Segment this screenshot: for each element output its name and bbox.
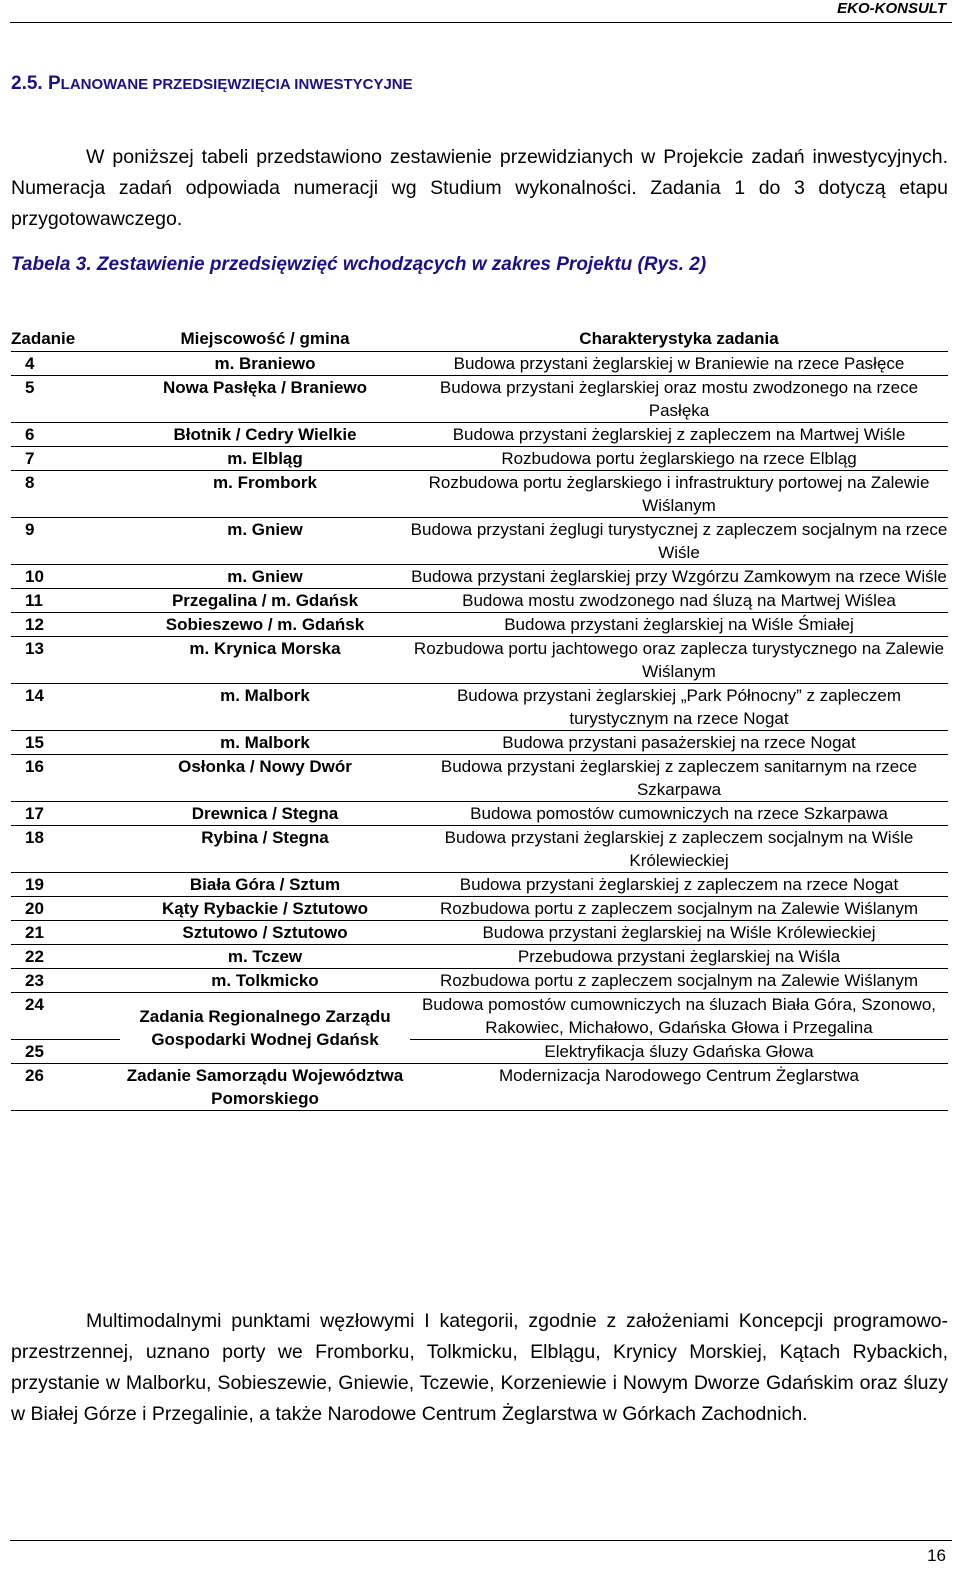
- table-row: [11, 565, 948, 589]
- table-row: [11, 993, 948, 1040]
- task-place: m. Braniewo: [214, 354, 316, 373]
- task-description: Budowa przystani żeglugi turystycznej z zapleczem socjalnym na rzece Wiśle: [410, 518, 948, 565]
- tasks-table: [11, 327, 948, 1111]
- table-row: [11, 802, 948, 826]
- task-number: 14: [11, 684, 120, 731]
- task-description: Rozbudowa portu żeglarskiego i infrastruktury portowej na Zalewie Wiślanym: [410, 471, 948, 518]
- task-place: m. Frombork: [120, 471, 410, 518]
- task-place: m. Malbork: [120, 731, 410, 755]
- section-title-first: P: [47, 73, 61, 94]
- task-description: Rozbudowa portu jachtowego oraz zaplecza turystycznego na Zalewie Wiślanym: [410, 637, 948, 684]
- table-row: [11, 684, 948, 731]
- task-description: Przebudowa przystani żeglarskiej na Wiśla: [410, 945, 948, 969]
- task-number: 25: [11, 1040, 120, 1064]
- task-description: Rozbudowa portu z zapleczem socjalnym na Zalewie Wiślanym: [410, 969, 948, 993]
- task-place: Kąty Rybackie / Sztutowo: [120, 897, 410, 921]
- table-header-row: [11, 327, 948, 352]
- task-number: 22: [11, 945, 120, 969]
- task-description: Budowa przystani żeglarskiej przy Wzgórzu Zamkowym na rzece Wiśle: [410, 565, 948, 589]
- task-description: Budowa przystani żeglarskiej w Braniewie na rzece Pasłęce: [453, 354, 905, 373]
- task-description: Budowa przystani żeglarskiej z zapleczem na Martwej Wiśle: [410, 423, 948, 447]
- task-description: Budowa przystani żeglarskiej z zapleczem na rzece Nogat: [410, 873, 948, 897]
- table-row: [11, 945, 948, 969]
- task-number: 9: [11, 518, 120, 565]
- task-description: Elektryfikacja śluzy Gdańska Głowa: [410, 1040, 948, 1064]
- table-row: [11, 897, 948, 921]
- table-row: [11, 731, 948, 755]
- task-number: 26: [11, 1064, 120, 1111]
- table-row: [11, 637, 948, 684]
- task-description: Budowa przystani żeglarskiej oraz mostu zwodzonego na rzece Pasłęka: [410, 376, 948, 423]
- task-number: 16: [11, 755, 120, 802]
- task-place: m. Malbork: [120, 684, 410, 731]
- section-title-rest: LANOWANE PRZEDSIĘWZIĘCIA INWESTYCYJNE: [60, 76, 413, 93]
- task-place: m. Gniew: [120, 565, 410, 589]
- task-description: Modernizacja Narodowego Centrum Żeglarstwa: [410, 1064, 948, 1111]
- table-row: [11, 826, 948, 873]
- header-task: Zadanie: [11, 327, 120, 352]
- page-number: 16: [927, 1546, 946, 1565]
- task-place: Nowa Pasłęka / Braniewo: [120, 376, 410, 423]
- task-place: Osłonka / Nowy Dwór: [120, 755, 410, 802]
- task-number: 17: [11, 802, 120, 826]
- task-number: 24: [11, 993, 120, 1040]
- task-description: Budowa przystani żeglarskiej na Wiśle Królewieckiej: [410, 921, 948, 945]
- table-row: [11, 352, 948, 376]
- task-description: Budowa mostu zwodzonego nad śluzą na Martwej Wiślea: [410, 589, 948, 613]
- table-row: [11, 589, 948, 613]
- task-number: 15: [11, 731, 120, 755]
- table-row: [11, 471, 948, 518]
- task-description: Budowa przystani żeglarskiej z zapleczem sanitarnym na rzece Szkarpawa: [410, 755, 948, 802]
- task-description: Budowa przystani żeglarskiej „Park Północny” z zapleczem turystycznym na rzece Nogat: [410, 684, 948, 731]
- task-description: Rozbudowa portu z zapleczem socjalnym na Zalewie Wiślanym: [410, 897, 948, 921]
- task-number: 12: [11, 613, 120, 637]
- table-row: [11, 969, 948, 993]
- task-number: 7: [11, 447, 120, 471]
- task-description: Budowa pomostów cumowniczych na śluzach Biała Góra, Szonowo, Rakowiec, Michałowo, Gdańska Głowa i Przegalina: [410, 993, 948, 1040]
- task-description: Rozbudowa portu żeglarskiego na rzece Elbląg: [410, 447, 948, 471]
- task-place: Błotnik / Cedry Wielkie: [120, 423, 410, 447]
- table-row: [11, 447, 948, 471]
- task-description: Budowa pomostów cumowniczych na rzece Szkarpawa: [410, 802, 948, 826]
- header-brand: EKO-KONSULT: [837, 0, 946, 17]
- task-place: Drewnica / Stegna: [120, 802, 410, 826]
- task-place: m. Tolkmicko: [120, 969, 410, 993]
- section-heading: [11, 73, 413, 95]
- task-number: 5: [11, 376, 120, 423]
- table-row: [11, 873, 948, 897]
- task-place: Sobieszewo / m. Gdańsk: [120, 613, 410, 637]
- table-row: [11, 423, 948, 447]
- task-description: Budowa przystani żeglarskiej na Wiśle Śmiałej: [410, 613, 948, 637]
- table-row: [11, 921, 948, 945]
- task-place: Przegalina / m. Gdańsk: [120, 589, 410, 613]
- task-description: Budowa przystani żeglarskiej z zapleczem socjalnym na Wiśle Królewieckiej: [410, 826, 948, 873]
- task-place: m. Krynica Morska: [120, 637, 410, 684]
- task-place: m. Tczew: [120, 945, 410, 969]
- header-place: Miejscowość / gmina: [120, 327, 410, 352]
- task-number: 10: [11, 565, 120, 589]
- intro-paragraph: W poniższej tabeli przedstawiono zestawienie przewidzianych w Projekcie zadań inwestycyjnych. Numeracja zadań odpowiada numeracji wg Studium wykonalności. Zadania 1 do 3 dotyczą etapu przygotowawczego.: [11, 146, 948, 230]
- task-number: 11: [11, 589, 120, 613]
- task-description: Budowa przystani pasażerskiej na rzece Nogat: [410, 731, 948, 755]
- task-place: Rybina / Stegna: [120, 826, 410, 873]
- task-number: 13: [11, 637, 120, 684]
- task-number: 18: [11, 826, 120, 873]
- task-number: 21: [11, 921, 120, 945]
- table-row: [11, 755, 948, 802]
- footer-rule: [10, 1540, 952, 1541]
- header-rule: [10, 22, 952, 23]
- table-row: [11, 1064, 948, 1111]
- task-number: 19: [11, 873, 120, 897]
- header-desc: Charakterystyka zadania: [410, 327, 948, 352]
- task-place: Biała Góra / Sztum: [120, 873, 410, 897]
- table-row: [11, 518, 948, 565]
- task-number: 6: [11, 423, 120, 447]
- section-number: 2.5.: [11, 73, 48, 94]
- task-place: Zadanie Samorządu Województwa Pomorskiego: [120, 1064, 410, 1111]
- task-number: 8: [11, 471, 120, 518]
- task-place: Sztutowo / Sztutowo: [120, 921, 410, 945]
- task-number: 4: [25, 354, 35, 373]
- task-number: 23: [11, 969, 120, 993]
- table-caption: Tabela 3. Zestawienie przedsięwzięć wchodzących w zakres Projektu (Rys. 2): [11, 254, 707, 275]
- task-place: m. Gniew: [120, 518, 410, 565]
- closing-paragraph: Multimodalnymi punktami węzłowymi I kategorii, zgodnie z założeniami Koncepcji programowo-przestrzennej, uznano porty we Fromborku, Tolkmicku, Elblągu, Krynicy Morskiej, Kątach Rybackich, przystanie w Malborku, Sobieszewie, Gniewie, Tczewie, Korzeniewie i Nowym Dworze Gdańskim oraz śluzy w Białej Górze i Przegalinie, a także Narodowe Centrum Żeglarstwa w Górkach Zachodnich.: [11, 1310, 948, 1425]
- task-number: 20: [11, 897, 120, 921]
- table-row: [11, 613, 948, 637]
- table-row: [11, 376, 948, 423]
- task-place: m. Elbląg: [120, 447, 410, 471]
- task-place: Zadania Regionalnego Zarządu Gospodarki Wodnej Gdańsk: [120, 993, 410, 1064]
